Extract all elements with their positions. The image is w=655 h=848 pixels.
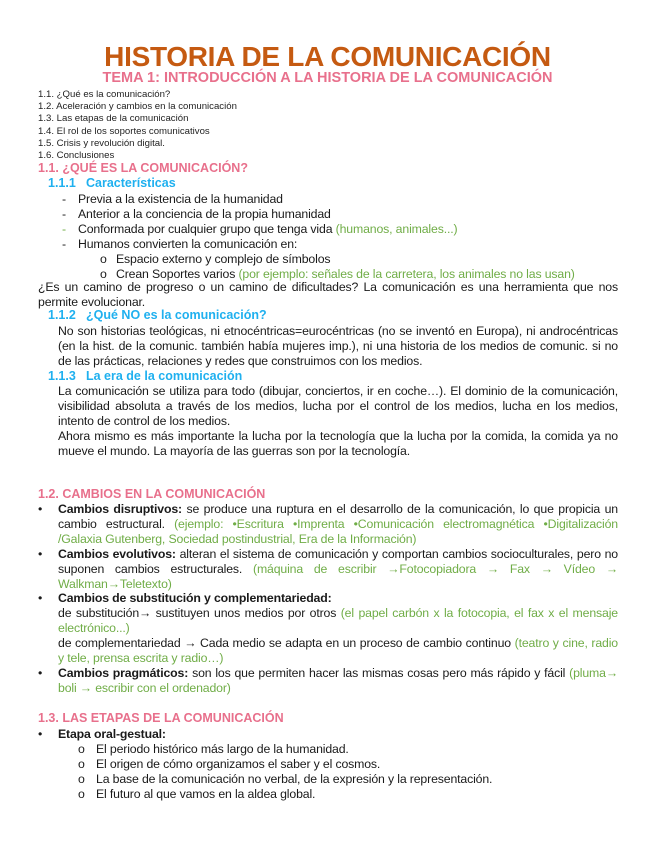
item-line: [58, 636, 618, 666]
subsection-title: ¿Qué NO es la comunicación?: [86, 308, 267, 322]
toc-item: 1.3. Las etapas de la comunicación: [38, 113, 189, 125]
item-text: La base de la comunicación no verbal, de la expresión y la representación.: [96, 771, 493, 786]
item-label: Cambios pragmáticos:: [58, 665, 189, 680]
toc-item: 1.1. ¿Qué es la comunicación?: [38, 89, 171, 100]
toc-item: 1.2. Aceleración y cambios en la comunicación: [38, 101, 237, 113]
sub-list-item: [38, 772, 618, 787]
circle-marker: o: [78, 771, 85, 786]
item-text: de complementariedad → Cada medio se adapta en un proceso de cambio continuo: [58, 636, 515, 651]
sub-list-item: [38, 757, 618, 772]
list-item: [38, 547, 618, 592]
subsection-title: La era de la comunicación: [86, 369, 243, 383]
item-example: (máquina de escribir →Fotocopiadora → Fax → Vídeo → Walkman→Teletexto): [58, 561, 618, 591]
item-text: El futuro al que vamos en la aldea global.: [96, 786, 316, 801]
item-text: se produce una ruptura en el desarrollo de la comunicación, lo que propicia un cambio estructural.: [58, 502, 618, 531]
list-item: [38, 207, 618, 222]
list-item: [38, 222, 618, 237]
dash-marker: -: [62, 192, 66, 206]
toc-item: 1.6. Conclusiones: [38, 150, 115, 162]
list-item: [38, 502, 618, 547]
paragraph: [58, 384, 618, 459]
circle-marker: o: [78, 786, 85, 801]
sub-list-item: [38, 742, 618, 757]
list-item: [38, 666, 618, 696]
item-label: Etapa oral-gestual:: [58, 727, 166, 741]
item-text: de substitución→ sustituyen unos medios por otros: [58, 606, 341, 621]
item-text: Anterior a la conciencia de la propia humanidad: [78, 206, 331, 221]
item-label: Cambios evolutivos:: [58, 546, 176, 561]
item-label: Cambios disruptivos:: [58, 502, 182, 516]
changes-list: [38, 502, 618, 696]
list-item: [38, 192, 618, 207]
section-heading-1-1: 1.1. ¿QUÉ ES LA COMUNICACIÓN?: [38, 161, 248, 175]
item-text: El periodo histórico más largo de la humanidad.: [96, 741, 349, 756]
subsection-heading-1-1-1: [48, 176, 176, 191]
list-item: [38, 591, 618, 666]
item-text: alteran el sistema de comunicación y comportan cambios socioculturales, pero no suponen cambios estructurales.: [58, 546, 618, 576]
bullet-marker: •: [38, 591, 43, 606]
sub-list-item: [38, 252, 618, 267]
item-label: Cambios de substitución y complementariedad:: [58, 591, 332, 606]
item-example: (por ejemplo: señales de la carretera, los animales no las usan): [238, 266, 575, 281]
bullet-marker: •: [38, 502, 43, 516]
subsection-heading-1-1-3: [48, 369, 242, 384]
document-title: HISTORIA DE LA COMUNICACIÓN: [104, 41, 551, 72]
stages-list: [38, 727, 618, 802]
item-text: Conformada por cualquier grupo que tenga vida: [78, 221, 336, 236]
item-text: son los que permiten hacer las mismas cosas pero más rápido y fácil: [188, 665, 570, 680]
circle-marker: o: [100, 266, 107, 281]
item-text: Humanos convierten la comunicación en:: [78, 236, 298, 251]
item-example: (pluma→ boli → escribir con el ordenador): [58, 665, 618, 695]
item-text: Previa a la existencia de la humanidad: [78, 192, 283, 206]
sub-list-item: [38, 787, 618, 802]
section-heading-1-3: 1.3. LAS ETAPAS DE LA COMUNICACIÓN: [38, 711, 284, 725]
characteristics-list: [38, 192, 618, 281]
item-text: El origen de cómo organizamos el saber y el cosmos.: [96, 756, 381, 771]
item-text: Espacio externo y complejo de símbolos: [116, 251, 331, 266]
paragraph-text: La comunicación se utiliza para todo (dibujar, conciertos, ir en coche…). El dominio de la comunicación, visibilidad absoluta a través de los medios, lucha por el control de los medios, lucha en los medios, intento de control de los medios.: [58, 384, 618, 428]
toc-item: 1.4. El rol de los soportes comunicativos: [38, 125, 210, 137]
item-text: Crean Soportes varios: [116, 266, 239, 281]
bullet-marker: •: [38, 727, 43, 741]
list-item: [38, 237, 618, 252]
subsection-title: Características: [86, 176, 176, 190]
item-example: (ejemplo: •Escritura •Imprenta •Comunicación electromagnética •Digitalización /Galaxia Gutenberg, Sociedad postindustrial, Era de la Información): [58, 516, 618, 546]
paragraph: ¿Es un camino de progreso o un camino de dificultades? La comunicación es una herramienta que nos permite evolucionar.: [38, 280, 618, 309]
bullet-marker: •: [38, 546, 43, 561]
subsection-number: 1.1.3: [48, 369, 76, 383]
table-of-contents: [38, 89, 237, 162]
bullet-marker: •: [38, 665, 43, 680]
item-example: (humanos, animales...): [335, 221, 458, 236]
toc-item: 1.5. Crisis y revolución digital.: [38, 137, 165, 149]
dash-marker: -: [62, 236, 66, 251]
dash-marker: -: [62, 221, 66, 236]
circle-marker: o: [78, 756, 85, 771]
subsection-number: 1.1.1: [48, 176, 76, 190]
circle-marker: o: [78, 741, 85, 756]
item-example: (teatro y cine, radio y tele, prensa escrita y radio…): [58, 636, 618, 666]
paragraph: No son historias teológicas, ni etnocéntricas=eurocéntricas (no se inventó en Europa), ni androcéntricas (en la hist. de la comunic. también había mujeres imp.), ni una historia de los medios de comunic. si no de las prácticas, relaciones y redes que construimos con los medios.: [58, 324, 618, 368]
paragraph-text: Ahora mismo es más importante la lucha por la tecnología que la lucha por la comida, la comida ya no mueve el mundo. La mayoría de las guerras son por la tecnología.: [58, 428, 618, 458]
item-line: [58, 606, 618, 636]
item-example: (el papel carbón x la fotocopia, el fax x el mensaje electrónico...): [58, 606, 618, 636]
subsection-number: 1.1.2: [48, 308, 76, 322]
circle-marker: o: [100, 251, 107, 266]
document-subtitle: TEMA 1: INTRODUCCIÓN A LA HISTORIA DE LA COMUNICACIÓN: [102, 70, 553, 86]
section-heading-1-2: 1.2. CAMBIOS EN LA COMUNICACIÓN: [38, 487, 266, 501]
subsection-heading-1-1-2: [48, 308, 267, 323]
list-item: [38, 727, 618, 742]
dash-marker: -: [62, 206, 66, 221]
